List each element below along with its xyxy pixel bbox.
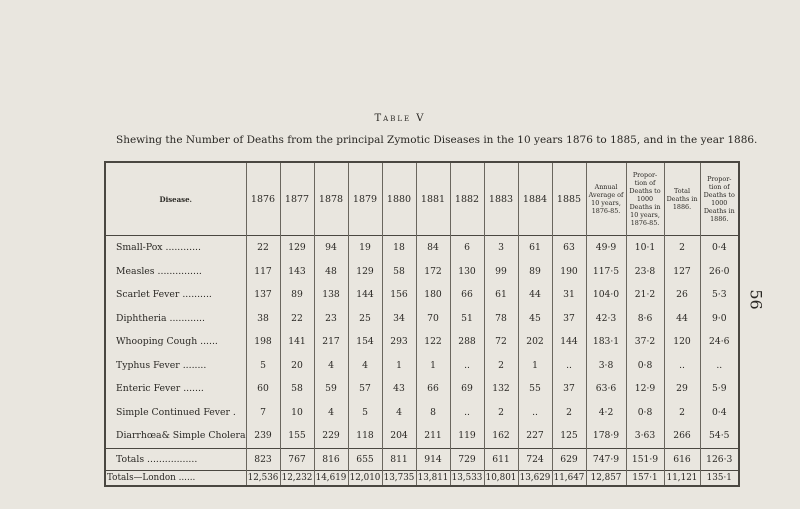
value-cell: 0·4 [700, 401, 739, 425]
value-cell: 78 [484, 307, 518, 331]
disease-cell: Measles ............... [105, 260, 246, 284]
value-cell: 120 [664, 330, 700, 354]
value-cell: 10 [280, 401, 314, 425]
col-header: 1881 [416, 162, 450, 236]
value-cell: .. [700, 354, 739, 378]
disease-cell: Enteric Fever ....... [105, 377, 246, 401]
col-header: 1884 [518, 162, 552, 236]
value-cell: 239 [246, 424, 280, 448]
value-cell: 37 [552, 377, 586, 401]
page-number: 56 [746, 289, 766, 310]
value-cell: 129 [348, 260, 382, 284]
disease-cell: Totals—London ...... [105, 470, 246, 486]
value-cell: 0·8 [626, 354, 664, 378]
value-cell: 132 [484, 377, 518, 401]
table-row [105, 424, 739, 448]
value-cell: 4·2 [586, 401, 626, 425]
value-cell: 23 [314, 307, 348, 331]
value-cell: 2 [552, 401, 586, 425]
value-cell: 37 [552, 307, 586, 331]
table-row [105, 283, 739, 307]
header-row [105, 162, 739, 236]
value-cell: 162 [484, 424, 518, 448]
value-cell: 172 [416, 260, 450, 284]
value-cell: 66 [416, 377, 450, 401]
value-cell: 144 [552, 330, 586, 354]
value-cell: 55 [518, 377, 552, 401]
disease-cell: Diarrhœa& Simple Cholera [105, 424, 246, 448]
value-cell: 66 [450, 283, 484, 307]
table-row [105, 330, 739, 354]
value-cell: 125 [552, 424, 586, 448]
value-cell: 143 [280, 260, 314, 284]
value-cell: 26 [664, 283, 700, 307]
value-cell: 198 [246, 330, 280, 354]
value-cell: 54·5 [700, 424, 739, 448]
value-cell: 138 [314, 283, 348, 307]
table-subtitle: Shewing the Number of Deaths from the principal Zymotic Diseases in the 10 years 1876 to 1885, and in the year 1886. [116, 134, 758, 146]
value-cell: 89 [280, 283, 314, 307]
value-cell: 63·6 [586, 377, 626, 401]
value-cell: 4 [382, 401, 416, 425]
value-cell: .. [450, 354, 484, 378]
value-cell: 130 [450, 260, 484, 284]
value-cell: .. [518, 401, 552, 425]
deaths-table [104, 161, 740, 487]
value-cell: 154 [348, 330, 382, 354]
value-cell: 34 [382, 307, 416, 331]
col-header: Propor- tion of Deaths to 1000 Deaths in 1886. [700, 162, 739, 236]
value-cell: 14,619 [314, 470, 348, 486]
value-cell: 914 [416, 448, 450, 470]
value-cell: 6 [450, 236, 484, 260]
value-cell: 13,735 [382, 470, 416, 486]
value-cell: 0·8 [626, 401, 664, 425]
value-cell: 63 [552, 236, 586, 260]
value-cell: 823 [246, 448, 280, 470]
value-cell: 217 [314, 330, 348, 354]
value-cell: 42·3 [586, 307, 626, 331]
value-cell: 129 [280, 236, 314, 260]
value-cell: 5·9 [700, 377, 739, 401]
col-header: Total Deaths in 1886. [664, 162, 700, 236]
value-cell: 24·6 [700, 330, 739, 354]
value-cell: 37·2 [626, 330, 664, 354]
value-cell: 13,533 [450, 470, 484, 486]
value-cell: .. [552, 354, 586, 378]
col-header: 1878 [314, 162, 348, 236]
value-cell: 26·0 [700, 260, 739, 284]
value-cell: 2 [664, 236, 700, 260]
value-cell: 9·0 [700, 307, 739, 331]
value-cell: 126·3 [700, 448, 739, 470]
value-cell: 8·6 [626, 307, 664, 331]
value-cell: 22 [280, 307, 314, 331]
value-cell: 288 [450, 330, 484, 354]
value-cell: 12,536 [246, 470, 280, 486]
value-cell: 94 [314, 236, 348, 260]
value-cell: 4 [348, 354, 382, 378]
value-cell: 43 [382, 377, 416, 401]
col-header: 1877 [280, 162, 314, 236]
value-cell: 118 [348, 424, 382, 448]
value-cell: 180 [416, 283, 450, 307]
value-cell: 99 [484, 260, 518, 284]
value-cell: 13,629 [518, 470, 552, 486]
value-cell: 61 [518, 236, 552, 260]
value-cell: 293 [382, 330, 416, 354]
value-cell: 104·0 [586, 283, 626, 307]
col-header: Disease. [105, 162, 246, 236]
value-cell: 60 [246, 377, 280, 401]
value-cell: 11,647 [552, 470, 586, 486]
disease-cell: Typhus Fever ........ [105, 354, 246, 378]
col-header: 1879 [348, 162, 382, 236]
value-cell: 227 [518, 424, 552, 448]
value-cell: 135·1 [700, 470, 739, 486]
value-cell: 190 [552, 260, 586, 284]
value-cell: 12·9 [626, 377, 664, 401]
value-cell: 137 [246, 283, 280, 307]
value-cell: 20 [280, 354, 314, 378]
value-cell: 122 [416, 330, 450, 354]
value-cell: 58 [382, 260, 416, 284]
value-cell: 11,121 [664, 470, 700, 486]
value-cell: 58 [280, 377, 314, 401]
value-cell: 204 [382, 424, 416, 448]
value-cell: 211 [416, 424, 450, 448]
value-cell: 19 [348, 236, 382, 260]
table-row [105, 307, 739, 331]
value-cell: 5·3 [700, 283, 739, 307]
value-cell: 31 [552, 283, 586, 307]
value-cell: 5 [246, 354, 280, 378]
value-cell: 157·1 [626, 470, 664, 486]
value-cell: 18 [382, 236, 416, 260]
col-header: Propor- tion of Deaths to 1000 Deaths in 10 years, 1876-85. [626, 162, 664, 236]
value-cell: 84 [416, 236, 450, 260]
value-cell: 119 [450, 424, 484, 448]
value-cell: 1 [382, 354, 416, 378]
value-cell: 229 [314, 424, 348, 448]
value-cell: 151·9 [626, 448, 664, 470]
value-cell: 12,232 [280, 470, 314, 486]
value-cell: 3·63 [626, 424, 664, 448]
value-cell: 155 [280, 424, 314, 448]
value-cell: 25 [348, 307, 382, 331]
value-cell: 117·5 [586, 260, 626, 284]
value-cell: 8 [416, 401, 450, 425]
value-cell: 156 [382, 283, 416, 307]
col-header: 1882 [450, 162, 484, 236]
value-cell: 89 [518, 260, 552, 284]
value-cell: 2 [484, 401, 518, 425]
value-cell: .. [664, 354, 700, 378]
value-cell: 141 [280, 330, 314, 354]
value-cell: 12,857 [586, 470, 626, 486]
col-header: 1880 [382, 162, 416, 236]
value-cell: 69 [450, 377, 484, 401]
value-cell: 72 [484, 330, 518, 354]
value-cell: 29 [664, 377, 700, 401]
value-cell: 616 [664, 448, 700, 470]
table-row [105, 260, 739, 284]
value-cell: 2 [664, 401, 700, 425]
value-cell: 144 [348, 283, 382, 307]
value-cell: 202 [518, 330, 552, 354]
value-cell: 767 [280, 448, 314, 470]
value-cell: 57 [348, 377, 382, 401]
value-cell: .. [450, 401, 484, 425]
value-cell: 1 [518, 354, 552, 378]
value-cell: 4 [314, 401, 348, 425]
value-cell: 7 [246, 401, 280, 425]
value-cell: 10·1 [626, 236, 664, 260]
value-cell: 724 [518, 448, 552, 470]
value-cell: 38 [246, 307, 280, 331]
table-row [105, 354, 739, 378]
value-cell: 611 [484, 448, 518, 470]
value-cell: 61 [484, 283, 518, 307]
london-totals-row [105, 470, 739, 486]
value-cell: 44 [518, 283, 552, 307]
value-cell: 51 [450, 307, 484, 331]
table-row [105, 236, 739, 260]
value-cell: 2 [484, 354, 518, 378]
value-cell: 21·2 [626, 283, 664, 307]
value-cell: 655 [348, 448, 382, 470]
value-cell: 13,811 [416, 470, 450, 486]
value-cell: 3 [484, 236, 518, 260]
value-cell: 23·8 [626, 260, 664, 284]
disease-cell: Small-Pox ............ [105, 236, 246, 260]
col-header: 1883 [484, 162, 518, 236]
col-header: 1885 [552, 162, 586, 236]
value-cell: 0·4 [700, 236, 739, 260]
value-cell: 3·8 [586, 354, 626, 378]
value-cell: 49·9 [586, 236, 626, 260]
value-cell: 59 [314, 377, 348, 401]
value-cell: 127 [664, 260, 700, 284]
disease-cell: Totals ................. [105, 448, 246, 470]
disease-cell: Diphtheria ............ [105, 307, 246, 331]
value-cell: 10,801 [484, 470, 518, 486]
disease-cell: Whooping Cough ...... [105, 330, 246, 354]
table-row [105, 377, 739, 401]
col-header: 1876 [246, 162, 280, 236]
value-cell: 12,010 [348, 470, 382, 486]
col-header: Annual Average of 10 years, 1876-85. [586, 162, 626, 236]
value-cell: 45 [518, 307, 552, 331]
value-cell: 183·1 [586, 330, 626, 354]
table-title: Table V [374, 113, 426, 124]
value-cell: 747·9 [586, 448, 626, 470]
value-cell: 70 [416, 307, 450, 331]
disease-cell: Simple Continued Fever . [105, 401, 246, 425]
totals-row [105, 448, 739, 470]
value-cell: 178·9 [586, 424, 626, 448]
value-cell: 729 [450, 448, 484, 470]
value-cell: 1 [416, 354, 450, 378]
value-cell: 266 [664, 424, 700, 448]
value-cell: 816 [314, 448, 348, 470]
disease-cell: Scarlet Fever .......... [105, 283, 246, 307]
value-cell: 811 [382, 448, 416, 470]
value-cell: 22 [246, 236, 280, 260]
table-row [105, 401, 739, 425]
value-cell: 44 [664, 307, 700, 331]
value-cell: 5 [348, 401, 382, 425]
value-cell: 117 [246, 260, 280, 284]
value-cell: 48 [314, 260, 348, 284]
value-cell: 4 [314, 354, 348, 378]
value-cell: 629 [552, 448, 586, 470]
